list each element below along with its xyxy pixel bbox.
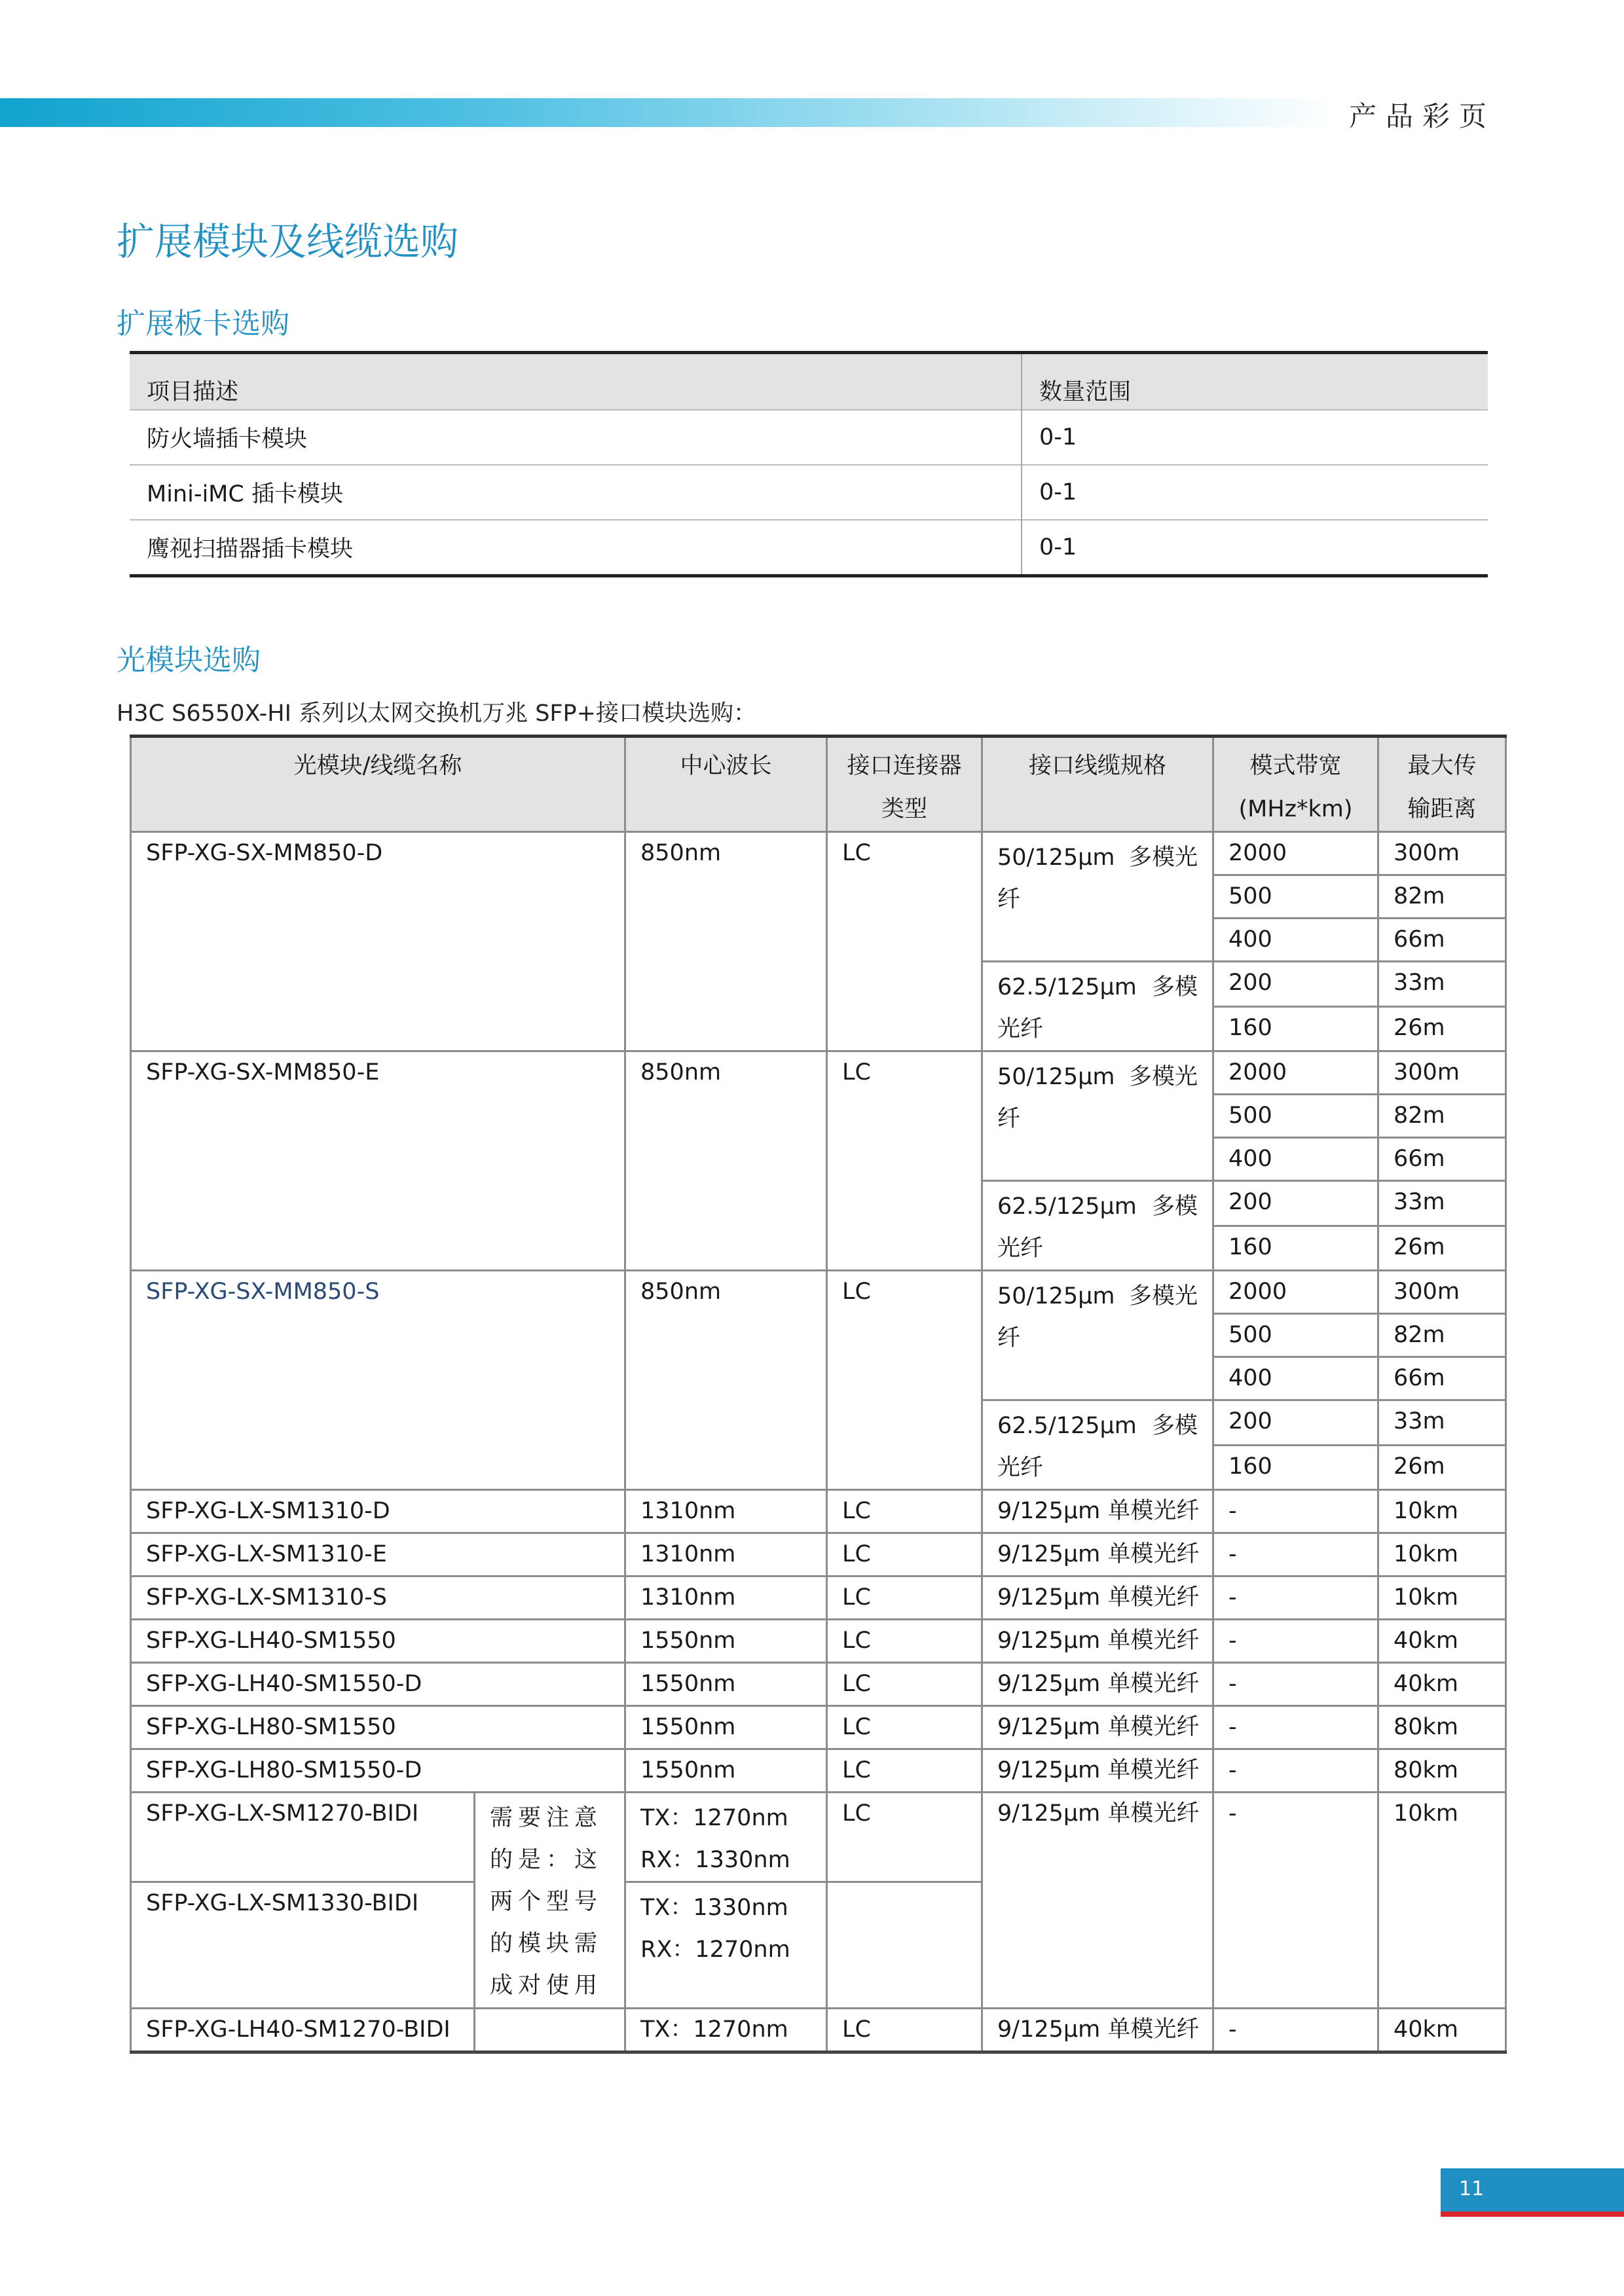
distance: 80km — [1378, 1749, 1506, 1793]
cable-spec: 9/125μm 单模光纤 — [982, 1576, 1213, 1620]
distance: 40km — [1378, 2009, 1506, 2052]
module-name: SFP-XG-LX-SM1310-D — [131, 1490, 625, 1533]
distance: 33m — [1378, 1400, 1506, 1446]
connector: LC — [827, 1051, 982, 1271]
wavelength: TX：1270nm — [625, 2009, 827, 2052]
page-number: 11 — [1459, 2178, 1485, 2200]
cell-description: Mini-iMC 插卡模块 — [130, 465, 1022, 520]
bandwidth: - — [1213, 1793, 1378, 2009]
wavelength: 1550nm — [625, 1663, 827, 1706]
table-row — [131, 2009, 1506, 2052]
connector: LC — [827, 1663, 982, 1706]
connector: LC — [827, 1271, 982, 1490]
cable-spec: 9/125μm 单模光纤 — [982, 1533, 1213, 1576]
bandwidth: 200 — [1213, 1181, 1378, 1226]
bandwidth: 400 — [1213, 1357, 1378, 1400]
table-row — [131, 1051, 1506, 1095]
wavelength: 850nm — [625, 1271, 827, 1490]
header-label: 产品彩页 — [1349, 100, 1496, 132]
distance: 10km — [1378, 1533, 1506, 1576]
connector: LC — [827, 1620, 982, 1663]
pairing-note — [475, 2009, 625, 2052]
wavelength: 850nm — [625, 1051, 827, 1271]
distance: 82m — [1378, 1314, 1506, 1357]
connector: LC — [827, 1706, 982, 1749]
footer-accent-line — [1441, 2212, 1624, 2217]
bandwidth: 2000 — [1213, 832, 1378, 875]
cable-spec: 9/125μm 单模光纤 — [982, 1706, 1213, 1749]
table-row — [131, 1533, 1506, 1576]
column-header: 接口线缆规格 — [982, 737, 1213, 832]
distance: 300m — [1378, 832, 1506, 875]
distance: 300m — [1378, 1271, 1506, 1314]
bandwidth: 160 — [1213, 1006, 1378, 1051]
cell-quantity: 0-1 — [1022, 410, 1488, 465]
module-name: SFP-XG-SX-MM850-D — [131, 832, 625, 1051]
column-header: 中心波长 — [625, 737, 827, 832]
wavelength: TX：1270nm RX：1330nm — [625, 1793, 827, 1882]
bandwidth: 500 — [1213, 1095, 1378, 1138]
bandwidth: 160 — [1213, 1445, 1378, 1490]
table-row — [131, 1749, 1506, 1793]
wavelength: 1310nm — [625, 1490, 827, 1533]
distance: 26m — [1378, 1226, 1506, 1271]
bandwidth: 160 — [1213, 1226, 1378, 1271]
connector: LC — [827, 1490, 982, 1533]
column-header: 模式带宽 (MHz*km) — [1213, 737, 1378, 832]
column-header: 数量范围 — [1022, 353, 1488, 410]
distance: 66m — [1378, 1357, 1506, 1400]
bandwidth: 500 — [1213, 875, 1378, 919]
wavelength: 850nm — [625, 832, 827, 1051]
distance: 80km — [1378, 1706, 1506, 1749]
column-header: 项目描述 — [130, 353, 1022, 410]
column-header: 接口连接器 类型 — [827, 737, 982, 832]
module-name: SFP-XG-LH80-SM1550-D — [131, 1749, 625, 1793]
connector: LC — [827, 1533, 982, 1576]
cable-spec: 62.5/125μm 多模 光纤 — [982, 1400, 1213, 1490]
cell-description: 鹰视扫描器插卡模块 — [130, 520, 1022, 576]
cable-spec: 50/125μm 多模光 纤 — [982, 1271, 1213, 1400]
module-name: SFP-XG-LH40-SM1270-BIDI — [131, 2009, 475, 2052]
cell-quantity: 0-1 — [1022, 520, 1488, 576]
table-row — [131, 1706, 1506, 1749]
table-row — [131, 1663, 1506, 1706]
module-name: SFP-XG-SX-MM850-E — [131, 1051, 625, 1271]
connector-empty — [827, 1882, 982, 2009]
distance: 10km — [1378, 1576, 1506, 1620]
module-name-link[interactable]: SFP-XG-SX-MM850-S — [131, 1271, 625, 1490]
cable-spec: 50/125μm 多模光 纤 — [982, 832, 1213, 962]
wavelength: TX：1330nm RX：1270nm — [625, 1882, 827, 2009]
table-row — [130, 465, 1488, 520]
cable-spec: 9/125μm 单模光纤 — [982, 1620, 1213, 1663]
table-row — [130, 410, 1488, 465]
cable-spec: 62.5/125μm 多模 光纤 — [982, 962, 1213, 1051]
cable-spec: 9/125μm 单模光纤 — [982, 1793, 1213, 2009]
table-row — [131, 1576, 1506, 1620]
module-name: SFP-XG-LX-SM1310-S — [131, 1576, 625, 1620]
connector: LC — [827, 2009, 982, 2052]
distance: 26m — [1378, 1006, 1506, 1051]
wavelength: 1550nm — [625, 1749, 827, 1793]
table-header-row — [130, 353, 1488, 410]
bandwidth: - — [1213, 1490, 1378, 1533]
bandwidth: 400 — [1213, 1138, 1378, 1181]
bandwidth: - — [1213, 1533, 1378, 1576]
bandwidth: - — [1213, 1620, 1378, 1663]
cable-spec: 62.5/125μm 多模 光纤 — [982, 1181, 1213, 1271]
distance: 26m — [1378, 1445, 1506, 1490]
bandwidth: - — [1213, 1706, 1378, 1749]
bandwidth: 500 — [1213, 1314, 1378, 1357]
distance: 40km — [1378, 1620, 1506, 1663]
cell-quantity: 0-1 — [1022, 465, 1488, 520]
bandwidth: 200 — [1213, 1400, 1378, 1446]
bandwidth: - — [1213, 2009, 1378, 2052]
distance: 82m — [1378, 875, 1506, 919]
cable-spec: 9/125μm 单模光纤 — [982, 1490, 1213, 1533]
cable-spec: 50/125μm 多模光 纤 — [982, 1051, 1213, 1181]
bandwidth: 2000 — [1213, 1271, 1378, 1314]
bandwidth: 2000 — [1213, 1051, 1378, 1095]
cell-description: 防火墙插卡模块 — [130, 410, 1022, 465]
distance: 82m — [1378, 1095, 1506, 1138]
wavelength: 1550nm — [625, 1620, 827, 1663]
table-row — [131, 1271, 1506, 1314]
distance: 66m — [1378, 919, 1506, 962]
table-row — [131, 1620, 1506, 1663]
module-name: SFP-XG-LH80-SM1550 — [131, 1706, 625, 1749]
table-row — [130, 520, 1488, 576]
cable-spec: 9/125μm 单模光纤 — [982, 2009, 1213, 2052]
page-title: 扩展模块及线缆选购 — [117, 219, 459, 264]
cable-spec: 9/125μm 单模光纤 — [982, 1663, 1213, 1706]
wavelength: 1310nm — [625, 1576, 827, 1620]
distance: 66m — [1378, 1138, 1506, 1181]
optics-heading: 光模块选购 — [117, 644, 261, 677]
expansion-card-table — [130, 351, 1488, 577]
column-header: 光模块/线缆名称 — [131, 737, 625, 832]
distance: 10km — [1378, 1793, 1506, 2009]
distance: 33m — [1378, 962, 1506, 1007]
optical-module-table — [130, 735, 1507, 2054]
distance: 40km — [1378, 1663, 1506, 1706]
cards-heading: 扩展板卡选购 — [117, 307, 289, 340]
distance: 10km — [1378, 1490, 1506, 1533]
connector: LC — [827, 832, 982, 1051]
connector: LC — [827, 1576, 982, 1620]
cable-spec: 9/125μm 单模光纤 — [982, 1749, 1213, 1793]
connector: LC — [827, 1749, 982, 1793]
module-name: SFP-XG-LX-SM1310-E — [131, 1533, 625, 1576]
column-header: 最大传 输距离 — [1378, 737, 1506, 832]
table-row — [131, 832, 1506, 875]
optics-intro: H3C S6550X-HI 系列以太网交换机万兆 SFP+接口模块选购： — [117, 701, 756, 727]
bandwidth: - — [1213, 1576, 1378, 1620]
distance: 33m — [1378, 1181, 1506, 1226]
table-header-row — [131, 737, 1506, 832]
bandwidth: - — [1213, 1663, 1378, 1706]
bandwidth: 400 — [1213, 919, 1378, 962]
connector: LC — [827, 1793, 982, 1882]
table-row — [131, 1490, 1506, 1533]
table-row — [131, 1793, 1506, 1882]
bandwidth: - — [1213, 1749, 1378, 1793]
wavelength: 1310nm — [625, 1533, 827, 1576]
module-name: SFP-XG-LH40-SM1550-D — [131, 1663, 625, 1706]
module-name: SFP-XG-LX-SM1270-BIDI — [131, 1793, 475, 1882]
module-name: SFP-XG-LX-SM1330-BIDI — [131, 1882, 475, 2009]
bandwidth: 200 — [1213, 962, 1378, 1007]
distance: 300m — [1378, 1051, 1506, 1095]
header-gradient-bar — [0, 98, 1336, 127]
pairing-note: 需要注意的是：这两个型号的模块需成对使用 — [475, 1793, 625, 2009]
wavelength: 1550nm — [625, 1706, 827, 1749]
module-name: SFP-XG-LH40-SM1550 — [131, 1620, 625, 1663]
